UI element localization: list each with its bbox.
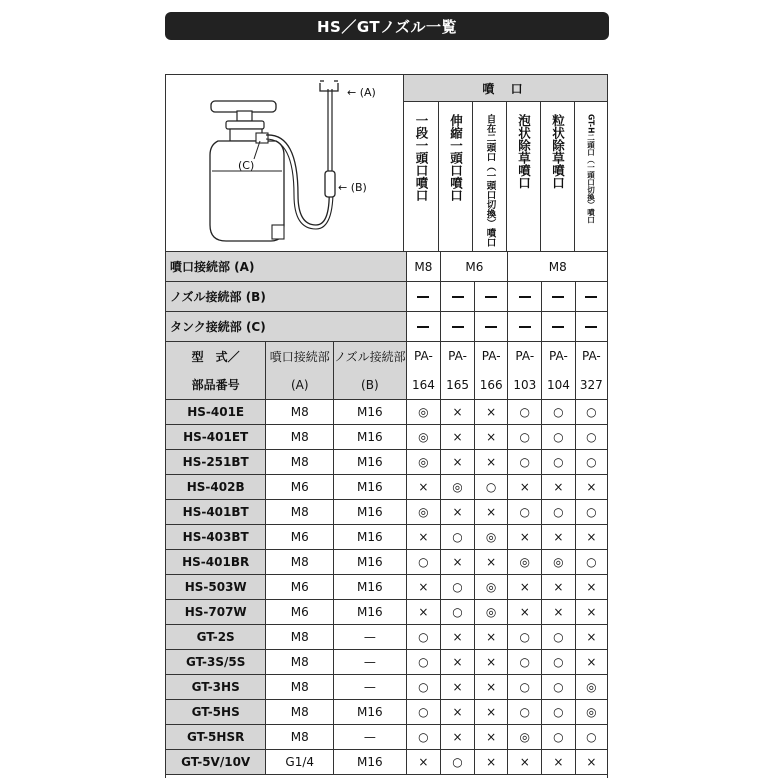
dash-mark (417, 296, 429, 298)
conn-dash (542, 312, 576, 342)
conn-dash (441, 282, 475, 312)
nozzle-conn: M8 (266, 725, 334, 750)
pa-prefix: PA- (575, 342, 607, 371)
compat-cell: ○ (441, 600, 475, 625)
compat-cell: × (575, 600, 607, 625)
pa-number: 103 (508, 371, 542, 400)
table-row (166, 700, 607, 725)
nozzle-conn-sub: (A) (266, 371, 334, 400)
table-row (166, 400, 607, 425)
compat-cell: ○ (441, 750, 475, 775)
compat-cell: ○ (542, 500, 576, 525)
compat-cell: ○ (575, 425, 607, 450)
conn-dash (441, 312, 475, 342)
dash-mark (552, 296, 564, 298)
nozzle-header-4 (507, 102, 541, 251)
nozzle-conn: M8 (266, 450, 334, 475)
nozzle-compat-table (166, 251, 607, 775)
compat-cell: × (474, 725, 508, 750)
dash-mark (552, 326, 564, 328)
table-row (166, 650, 607, 675)
dash-mark (452, 326, 464, 328)
model-name: HS-503W (166, 575, 266, 600)
hose-conn: M16 (334, 400, 407, 425)
nozzle-group-header (404, 75, 607, 102)
nozzle-header-5 (541, 102, 575, 251)
model-name: HS-403BT (166, 525, 266, 550)
compat-cell: ○ (508, 450, 542, 475)
nozzle-name-2: 伸縮一頭口噴口 (448, 114, 464, 202)
table-row (166, 725, 607, 750)
compat-cell: ○ (542, 650, 576, 675)
compat-cell: × (441, 625, 475, 650)
compat-cell: × (474, 750, 508, 775)
compat-cell: ○ (508, 700, 542, 725)
compat-cell: × (441, 550, 475, 575)
compat-cell: ○ (441, 575, 475, 600)
compat-cell: × (474, 425, 508, 450)
compat-cell: ◎ (474, 600, 508, 625)
part-header-row-1 (166, 342, 607, 371)
nozzle-name-1: 一段一頭口噴口 (414, 114, 429, 202)
compat-cell: ○ (406, 625, 441, 650)
table-row (166, 750, 607, 775)
compat-cell: ○ (542, 675, 576, 700)
compat-cell: × (406, 750, 441, 775)
compat-cell: ◎ (542, 550, 576, 575)
compat-cell: ○ (508, 400, 542, 425)
compat-cell: ◎ (575, 700, 607, 725)
model-name: GT-3S/5S (166, 650, 266, 675)
table-row (166, 500, 607, 525)
model-header: 型 式／ (166, 342, 266, 371)
compat-cell: ○ (508, 675, 542, 700)
compat-cell: × (474, 700, 508, 725)
pa-prefix: PA- (542, 342, 576, 371)
nozzle-name-5: 粒状除草噴口 (550, 114, 566, 189)
conn-value: M8 (508, 252, 607, 282)
hose-conn: M16 (334, 500, 407, 525)
hose-conn-sub: (B) (334, 371, 407, 400)
conn-label: タンク接続部 (C) (166, 312, 406, 342)
nozzle-conn: G1/4 (266, 750, 334, 775)
hose-conn: — (334, 650, 407, 675)
compat-cell: × (542, 750, 576, 775)
dash-mark (519, 296, 531, 298)
compat-cell: ○ (508, 425, 542, 450)
nozzle-conn-header: 噴口接続部 (266, 342, 334, 371)
conn-value: M6 (441, 252, 508, 282)
compat-cell: ○ (508, 650, 542, 675)
part-number-header: 部品番号 (166, 371, 266, 400)
table-row (166, 575, 607, 600)
compat-cell: × (441, 400, 475, 425)
label-c: (C) (238, 159, 255, 172)
compat-cell: × (575, 475, 607, 500)
compat-cell: × (508, 525, 542, 550)
model-name: GT-5HS (166, 700, 266, 725)
hose-conn: — (334, 725, 407, 750)
pa-number: 327 (575, 371, 607, 400)
table-row (166, 550, 607, 575)
hose-conn: M16 (334, 750, 407, 775)
compat-cell: × (508, 475, 542, 500)
compat-cell: × (575, 750, 607, 775)
conn-dash (474, 282, 508, 312)
sprayer-drawing (166, 75, 402, 249)
compat-cell: ○ (406, 725, 441, 750)
compat-cell: × (441, 700, 475, 725)
conn-dash (406, 282, 441, 312)
label-a: ← (A) (347, 86, 376, 99)
compat-cell: ○ (542, 625, 576, 650)
compat-cell: ○ (508, 500, 542, 525)
compat-cell: × (441, 675, 475, 700)
model-name: GT-2S (166, 625, 266, 650)
compat-cell: ○ (406, 700, 441, 725)
nozzle-group-label: 噴 口 (482, 81, 529, 96)
hose-conn: M16 (334, 700, 407, 725)
pa-number: 166 (474, 371, 508, 400)
compat-cell: ◎ (508, 550, 542, 575)
nozzle-name-headers (404, 102, 607, 251)
table-row (166, 625, 607, 650)
compat-cell: ○ (406, 675, 441, 700)
compat-cell: ○ (575, 500, 607, 525)
nozzle-conn: M8 (266, 650, 334, 675)
compat-cell: ○ (474, 475, 508, 500)
pa-prefix: PA- (474, 342, 508, 371)
nozzle-conn: M8 (266, 675, 334, 700)
nozzle-conn: M8 (266, 700, 334, 725)
compat-cell: ○ (508, 625, 542, 650)
compat-cell: ○ (542, 725, 576, 750)
compat-cell: × (406, 600, 441, 625)
conn-dash (542, 282, 576, 312)
compat-cell: ◎ (406, 425, 441, 450)
nozzle-name-4: 泡状除草噴口 (516, 114, 532, 189)
hose-conn: M16 (334, 600, 407, 625)
compat-cell: × (474, 650, 508, 675)
compat-cell: × (441, 500, 475, 525)
model-name: HS-401BT (166, 500, 266, 525)
label-b: ← (B) (338, 181, 367, 194)
compat-cell: ◎ (406, 500, 441, 525)
compat-cell: × (508, 575, 542, 600)
table-row (166, 600, 607, 625)
compat-cell: ○ (542, 425, 576, 450)
model-name: GT-5HSR (166, 725, 266, 750)
compat-cell: × (474, 550, 508, 575)
conn-dash (508, 282, 542, 312)
model-name: HS-251BT (166, 450, 266, 475)
compat-cell: × (575, 625, 607, 650)
compat-cell: × (575, 575, 607, 600)
compat-cell: ○ (542, 450, 576, 475)
nozzle-table-frame (165, 74, 608, 778)
compat-cell: ◎ (575, 675, 607, 700)
compat-cell: × (542, 475, 576, 500)
conn-row-hose (166, 282, 607, 312)
dash-mark (485, 326, 497, 328)
hose-conn: M16 (334, 525, 407, 550)
compat-cell: × (441, 725, 475, 750)
nozzle-conn: M6 (266, 575, 334, 600)
dash-mark (417, 326, 429, 328)
page-title (165, 12, 609, 40)
compat-cell: × (441, 650, 475, 675)
compat-cell: × (406, 575, 441, 600)
compat-cell: × (542, 525, 576, 550)
model-rows (166, 400, 607, 775)
compat-cell: × (508, 750, 542, 775)
compat-cell: ○ (575, 725, 607, 750)
model-name: HS-401E (166, 400, 266, 425)
model-name: HS-401BR (166, 550, 266, 575)
conn-dash (575, 312, 607, 342)
compat-cell: × (542, 600, 576, 625)
conn-row-tank (166, 312, 607, 342)
compat-cell: ◎ (474, 525, 508, 550)
nozzle-header-1 (404, 102, 439, 251)
compat-cell: × (575, 650, 607, 675)
compat-cell: ◎ (474, 575, 508, 600)
model-name: HS-707W (166, 600, 266, 625)
model-name: GT-3HS (166, 675, 266, 700)
table-row (166, 425, 607, 450)
dash-mark (452, 296, 464, 298)
conn-value: M8 (406, 252, 441, 282)
compat-cell: ◎ (406, 450, 441, 475)
dash-mark (485, 296, 497, 298)
nozzle-conn: M6 (266, 525, 334, 550)
compat-cell: ◎ (441, 475, 475, 500)
dash-mark (585, 296, 597, 298)
compat-cell: × (406, 475, 441, 500)
hose-conn: M16 (334, 425, 407, 450)
compat-cell: ◎ (406, 400, 441, 425)
nozzle-header-3 (473, 102, 507, 251)
hose-conn-header: ノズル接続部 (334, 342, 407, 371)
compat-cell: × (474, 400, 508, 425)
conn-dash (575, 282, 607, 312)
compat-cell: ○ (542, 700, 576, 725)
conn-dash (508, 312, 542, 342)
compat-cell: × (441, 450, 475, 475)
nozzle-conn: M8 (266, 425, 334, 450)
nozzle-conn: M8 (266, 400, 334, 425)
nozzle-conn: M6 (266, 600, 334, 625)
nozzle-name-6: GT-H二頭口（一頭口切換）噴口 (586, 114, 596, 224)
compat-cell: ○ (575, 400, 607, 425)
table-row (166, 525, 607, 550)
hose-conn: M16 (334, 550, 407, 575)
compat-cell: ○ (575, 550, 607, 575)
compat-cell: × (474, 450, 508, 475)
pa-number: 164 (406, 371, 441, 400)
table-row (166, 450, 607, 475)
compat-cell: ○ (575, 450, 607, 475)
nozzle-name-3: 自在二頭口（一頭口切換）噴口 (484, 114, 496, 247)
model-name: GT-5V/10V (166, 750, 266, 775)
conn-dash (406, 312, 441, 342)
hose-conn: M16 (334, 575, 407, 600)
hose-conn: — (334, 675, 407, 700)
nozzle-header-6 (575, 102, 607, 251)
conn-label: ノズル接続部 (B) (166, 282, 406, 312)
nozzle-conn: M8 (266, 550, 334, 575)
part-header-row-2 (166, 371, 607, 400)
table-row (166, 475, 607, 500)
conn-row-nozzle (166, 252, 607, 282)
compat-cell: × (474, 500, 508, 525)
page-title-text: HS／GTノズル一覧 (316, 17, 458, 36)
pa-prefix: PA- (406, 342, 441, 371)
compat-cell: × (441, 425, 475, 450)
pa-number: 104 (542, 371, 576, 400)
dash-mark (585, 326, 597, 328)
nozzle-conn: M8 (266, 500, 334, 525)
pa-number: 165 (441, 371, 475, 400)
hose-conn: — (334, 625, 407, 650)
compat-cell: × (542, 575, 576, 600)
nozzle-header-2 (439, 102, 473, 251)
compat-cell: ○ (441, 525, 475, 550)
hose-conn: M16 (334, 450, 407, 475)
conn-label: 噴口接続部 (A) (166, 252, 406, 282)
compat-cell: ○ (406, 550, 441, 575)
compat-cell: × (474, 675, 508, 700)
pa-prefix: PA- (508, 342, 542, 371)
compat-cell: × (575, 525, 607, 550)
compat-cell: × (508, 600, 542, 625)
table-row (166, 675, 607, 700)
nozzle-conn: M8 (266, 625, 334, 650)
compat-cell: ○ (542, 400, 576, 425)
model-name: HS-401ET (166, 425, 266, 450)
hose-conn: M16 (334, 475, 407, 500)
compat-cell: ◎ (508, 725, 542, 750)
sprayer-illustration (166, 75, 404, 251)
nozzle-conn: M6 (266, 475, 334, 500)
pa-prefix: PA- (441, 342, 475, 371)
conn-dash (474, 312, 508, 342)
compat-cell: × (474, 625, 508, 650)
compat-cell: ○ (406, 650, 441, 675)
dash-mark (519, 326, 531, 328)
compat-cell: × (406, 525, 441, 550)
model-name: HS-402B (166, 475, 266, 500)
